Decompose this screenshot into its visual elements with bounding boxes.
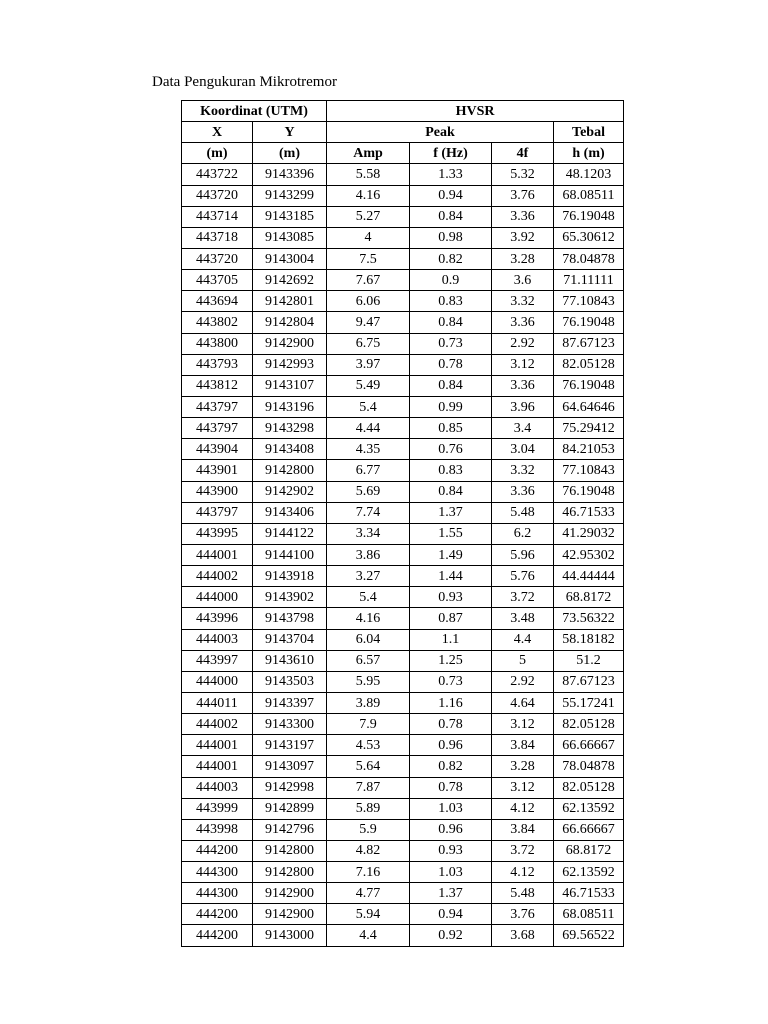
cell-amp: 5.27 <box>327 206 410 227</box>
cell-x: 444003 <box>182 629 253 650</box>
cell-4f: 3.28 <box>492 756 554 777</box>
cell-h: 68.8172 <box>554 587 624 608</box>
header-row-1 <box>182 101 624 122</box>
cell-x: 444000 <box>182 671 253 692</box>
cell-4f: 3.12 <box>492 777 554 798</box>
cell-amp: 4.44 <box>327 418 410 439</box>
header-y: Y <box>253 122 327 143</box>
cell-f: 1.25 <box>410 650 492 671</box>
cell-y: 9143406 <box>253 502 327 523</box>
cell-y: 9143196 <box>253 396 327 417</box>
cell-h: 58.18182 <box>554 629 624 650</box>
cell-h: 68.8172 <box>554 840 624 861</box>
header-hvsr: HVSR <box>327 101 624 122</box>
cell-h: 76.19048 <box>554 481 624 502</box>
cell-4f: 5.48 <box>492 883 554 904</box>
cell-x: 443900 <box>182 481 253 502</box>
cell-amp: 7.16 <box>327 862 410 883</box>
cell-y: 9142998 <box>253 777 327 798</box>
cell-y: 9143300 <box>253 714 327 735</box>
cell-h: 77.10843 <box>554 291 624 312</box>
table-row <box>182 883 624 904</box>
cell-y: 9144100 <box>253 544 327 565</box>
cell-f: 1.03 <box>410 862 492 883</box>
cell-h: 82.05128 <box>554 714 624 735</box>
cell-amp: 7.5 <box>327 248 410 269</box>
cell-f: 0.98 <box>410 227 492 248</box>
cell-x: 444001 <box>182 544 253 565</box>
cell-y: 9142800 <box>253 840 327 861</box>
header-row-3 <box>182 143 624 164</box>
cell-h: 68.08511 <box>554 904 624 925</box>
cell-h: 62.13592 <box>554 798 624 819</box>
cell-f: 0.84 <box>410 206 492 227</box>
cell-f: 0.78 <box>410 777 492 798</box>
cell-x: 443793 <box>182 354 253 375</box>
cell-y: 9143610 <box>253 650 327 671</box>
cell-amp: 3.97 <box>327 354 410 375</box>
cell-amp: 6.04 <box>327 629 410 650</box>
table-row <box>182 460 624 481</box>
cell-x: 444200 <box>182 904 253 925</box>
cell-h: 84.21053 <box>554 439 624 460</box>
cell-y: 9143408 <box>253 439 327 460</box>
cell-h: 82.05128 <box>554 777 624 798</box>
cell-y: 9143004 <box>253 248 327 269</box>
cell-h: 73.56322 <box>554 608 624 629</box>
cell-4f: 3.28 <box>492 248 554 269</box>
cell-x: 444003 <box>182 777 253 798</box>
cell-amp: 5.49 <box>327 375 410 396</box>
cell-y: 9142900 <box>253 883 327 904</box>
cell-y: 9142902 <box>253 481 327 502</box>
table-row <box>182 650 624 671</box>
cell-y: 9143798 <box>253 608 327 629</box>
cell-amp: 7.67 <box>327 270 410 291</box>
cell-amp: 3.34 <box>327 523 410 544</box>
cell-y: 9142796 <box>253 819 327 840</box>
cell-amp: 6.57 <box>327 650 410 671</box>
cell-y: 9143097 <box>253 756 327 777</box>
header-row-2 <box>182 122 624 143</box>
cell-f: 0.94 <box>410 185 492 206</box>
table-row <box>182 904 624 925</box>
cell-h: 41.29032 <box>554 523 624 544</box>
header-y-unit: (m) <box>253 143 327 164</box>
table-row <box>182 523 624 544</box>
cell-4f: 5.32 <box>492 164 554 185</box>
table-row <box>182 291 624 312</box>
cell-h: 76.19048 <box>554 312 624 333</box>
cell-y: 9143185 <box>253 206 327 227</box>
cell-amp: 4.16 <box>327 185 410 206</box>
cell-y: 9143000 <box>253 925 327 946</box>
cell-x: 443720 <box>182 185 253 206</box>
cell-y: 9143299 <box>253 185 327 206</box>
cell-amp: 4 <box>327 227 410 248</box>
cell-4f: 3.84 <box>492 735 554 756</box>
cell-y: 9143197 <box>253 735 327 756</box>
header-amp: Amp <box>327 143 410 164</box>
cell-y: 9143107 <box>253 375 327 396</box>
table-row <box>182 354 624 375</box>
table-row <box>182 840 624 861</box>
cell-amp: 5.95 <box>327 671 410 692</box>
cell-x: 444001 <box>182 735 253 756</box>
header-peak: Peak <box>327 122 554 143</box>
cell-amp: 4.35 <box>327 439 410 460</box>
table-row <box>182 544 624 565</box>
cell-4f: 3.36 <box>492 312 554 333</box>
cell-amp: 5.69 <box>327 481 410 502</box>
cell-amp: 4.77 <box>327 883 410 904</box>
cell-y: 9144122 <box>253 523 327 544</box>
cell-y: 9143503 <box>253 671 327 692</box>
cell-f: 0.99 <box>410 396 492 417</box>
cell-f: 1.03 <box>410 798 492 819</box>
cell-f: 0.93 <box>410 840 492 861</box>
table-row <box>182 692 624 713</box>
cell-x: 443996 <box>182 608 253 629</box>
cell-amp: 6.75 <box>327 333 410 354</box>
table-row <box>182 819 624 840</box>
table-header <box>182 101 624 164</box>
cell-amp: 5.64 <box>327 756 410 777</box>
cell-4f: 3.76 <box>492 185 554 206</box>
cell-amp: 5.94 <box>327 904 410 925</box>
cell-4f: 3.96 <box>492 396 554 417</box>
cell-h: 42.95302 <box>554 544 624 565</box>
cell-f: 0.84 <box>410 312 492 333</box>
cell-amp: 3.86 <box>327 544 410 565</box>
cell-f: 0.84 <box>410 481 492 502</box>
cell-4f: 3.36 <box>492 206 554 227</box>
cell-amp: 7.9 <box>327 714 410 735</box>
cell-f: 0.96 <box>410 819 492 840</box>
cell-y: 9142801 <box>253 291 327 312</box>
cell-h: 51.2 <box>554 650 624 671</box>
cell-f: 0.83 <box>410 291 492 312</box>
cell-h: 87.67123 <box>554 671 624 692</box>
cell-f: 0.78 <box>410 354 492 375</box>
cell-x: 444002 <box>182 566 253 587</box>
cell-amp: 6.77 <box>327 460 410 481</box>
table-row <box>182 671 624 692</box>
table-row <box>182 312 624 333</box>
cell-x: 443800 <box>182 333 253 354</box>
cell-4f: 3.4 <box>492 418 554 439</box>
cell-4f: 3.04 <box>492 439 554 460</box>
cell-4f: 3.32 <box>492 460 554 481</box>
cell-4f: 3.92 <box>492 227 554 248</box>
cell-h: 75.29412 <box>554 418 624 439</box>
cell-4f: 3.72 <box>492 587 554 608</box>
table-row <box>182 439 624 460</box>
table-row <box>182 608 624 629</box>
cell-f: 1.49 <box>410 544 492 565</box>
cell-amp: 4.53 <box>327 735 410 756</box>
cell-f: 0.78 <box>410 714 492 735</box>
cell-x: 443995 <box>182 523 253 544</box>
cell-y: 9142993 <box>253 354 327 375</box>
table-row <box>182 587 624 608</box>
cell-x: 444000 <box>182 587 253 608</box>
cell-x: 443720 <box>182 248 253 269</box>
cell-f: 1.33 <box>410 164 492 185</box>
table-row <box>182 375 624 396</box>
table-body <box>182 164 624 946</box>
table-row <box>182 481 624 502</box>
cell-h: 46.71533 <box>554 883 624 904</box>
cell-y: 9142692 <box>253 270 327 291</box>
cell-y: 9142800 <box>253 460 327 481</box>
cell-y: 9142899 <box>253 798 327 819</box>
cell-h: 69.56522 <box>554 925 624 946</box>
cell-4f: 4.64 <box>492 692 554 713</box>
cell-4f: 3.36 <box>492 481 554 502</box>
cell-4f: 5.96 <box>492 544 554 565</box>
table-row <box>182 756 624 777</box>
cell-amp: 7.87 <box>327 777 410 798</box>
cell-y: 9143902 <box>253 587 327 608</box>
cell-x: 443802 <box>182 312 253 333</box>
cell-h: 76.19048 <box>554 206 624 227</box>
cell-4f: 3.76 <box>492 904 554 925</box>
cell-x: 444001 <box>182 756 253 777</box>
cell-y: 9142800 <box>253 862 327 883</box>
cell-y: 9142804 <box>253 312 327 333</box>
cell-x: 444200 <box>182 925 253 946</box>
cell-f: 0.73 <box>410 671 492 692</box>
cell-h: 87.67123 <box>554 333 624 354</box>
cell-4f: 3.32 <box>492 291 554 312</box>
cell-f: 0.94 <box>410 904 492 925</box>
cell-4f: 5.76 <box>492 566 554 587</box>
cell-4f: 4.4 <box>492 629 554 650</box>
header-tebal: Tebal <box>554 122 624 143</box>
cell-amp: 7.74 <box>327 502 410 523</box>
cell-x: 443812 <box>182 375 253 396</box>
cell-h: 71.11111 <box>554 270 624 291</box>
header-koordinat: Koordinat (UTM) <box>182 101 327 122</box>
cell-x: 443797 <box>182 396 253 417</box>
cell-y: 9143397 <box>253 692 327 713</box>
cell-x: 444002 <box>182 714 253 735</box>
cell-x: 443705 <box>182 270 253 291</box>
table-row <box>182 248 624 269</box>
cell-x: 443694 <box>182 291 253 312</box>
cell-x: 443718 <box>182 227 253 248</box>
cell-amp: 5.58 <box>327 164 410 185</box>
table-row <box>182 502 624 523</box>
table-row <box>182 396 624 417</box>
cell-y: 9143704 <box>253 629 327 650</box>
cell-x: 444200 <box>182 840 253 861</box>
cell-h: 78.04878 <box>554 756 624 777</box>
table-row <box>182 925 624 946</box>
cell-h: 76.19048 <box>554 375 624 396</box>
table-row <box>182 735 624 756</box>
cell-h: 82.05128 <box>554 354 624 375</box>
cell-h: 65.30612 <box>554 227 624 248</box>
table-row <box>182 798 624 819</box>
cell-h: 48.1203 <box>554 164 624 185</box>
cell-amp: 5.89 <box>327 798 410 819</box>
cell-amp: 6.06 <box>327 291 410 312</box>
cell-y: 9143085 <box>253 227 327 248</box>
header-f: f (Hz) <box>410 143 492 164</box>
cell-f: 1.55 <box>410 523 492 544</box>
cell-f: 0.84 <box>410 375 492 396</box>
cell-4f: 6.2 <box>492 523 554 544</box>
cell-amp: 5.4 <box>327 587 410 608</box>
cell-x: 443998 <box>182 819 253 840</box>
cell-x: 443797 <box>182 502 253 523</box>
document-title: Data Pengukuran Mikrotremor <box>152 74 337 90</box>
cell-f: 0.9 <box>410 270 492 291</box>
cell-4f: 3.12 <box>492 714 554 735</box>
cell-y: 9143396 <box>253 164 327 185</box>
cell-x: 443797 <box>182 418 253 439</box>
cell-4f: 4.12 <box>492 798 554 819</box>
cell-x: 443904 <box>182 439 253 460</box>
cell-h: 55.17241 <box>554 692 624 713</box>
table-row <box>182 270 624 291</box>
cell-y: 9143298 <box>253 418 327 439</box>
cell-4f: 5.48 <box>492 502 554 523</box>
cell-f: 1.16 <box>410 692 492 713</box>
cell-4f: 3.48 <box>492 608 554 629</box>
cell-h: 64.64646 <box>554 396 624 417</box>
cell-4f: 3.72 <box>492 840 554 861</box>
cell-4f: 2.92 <box>492 333 554 354</box>
cell-f: 0.82 <box>410 248 492 269</box>
table-row <box>182 206 624 227</box>
cell-h: 62.13592 <box>554 862 624 883</box>
cell-f: 1.37 <box>410 883 492 904</box>
cell-4f: 3.36 <box>492 375 554 396</box>
header-x-unit: (m) <box>182 143 253 164</box>
cell-4f: 2.92 <box>492 671 554 692</box>
cell-f: 0.92 <box>410 925 492 946</box>
table-row <box>182 164 624 185</box>
cell-x: 444300 <box>182 883 253 904</box>
table-row <box>182 777 624 798</box>
cell-4f: 5 <box>492 650 554 671</box>
cell-f: 0.82 <box>410 756 492 777</box>
table-row <box>182 566 624 587</box>
cell-f: 0.96 <box>410 735 492 756</box>
cell-4f: 3.68 <box>492 925 554 946</box>
header-h: h (m) <box>554 143 624 164</box>
header-x: X <box>182 122 253 143</box>
cell-amp: 4.16 <box>327 608 410 629</box>
cell-4f: 3.6 <box>492 270 554 291</box>
cell-amp: 4.82 <box>327 840 410 861</box>
cell-x: 443999 <box>182 798 253 819</box>
cell-amp: 5.9 <box>327 819 410 840</box>
cell-h: 66.66667 <box>554 735 624 756</box>
cell-f: 0.73 <box>410 333 492 354</box>
cell-y: 9143918 <box>253 566 327 587</box>
cell-y: 9142900 <box>253 904 327 925</box>
table-row <box>182 333 624 354</box>
cell-f: 1.44 <box>410 566 492 587</box>
cell-x: 443997 <box>182 650 253 671</box>
cell-f: 0.87 <box>410 608 492 629</box>
measurement-table <box>181 100 624 947</box>
cell-f: 0.83 <box>410 460 492 481</box>
table-row <box>182 629 624 650</box>
cell-y: 9142900 <box>253 333 327 354</box>
cell-amp: 4.4 <box>327 925 410 946</box>
cell-f: 0.85 <box>410 418 492 439</box>
cell-x: 443714 <box>182 206 253 227</box>
table-row <box>182 227 624 248</box>
cell-h: 44.44444 <box>554 566 624 587</box>
table-row <box>182 418 624 439</box>
cell-amp: 5.4 <box>327 396 410 417</box>
cell-4f: 3.12 <box>492 354 554 375</box>
table-row <box>182 714 624 735</box>
cell-x: 443722 <box>182 164 253 185</box>
cell-h: 78.04878 <box>554 248 624 269</box>
cell-f: 1.1 <box>410 629 492 650</box>
cell-h: 77.10843 <box>554 460 624 481</box>
cell-f: 1.37 <box>410 502 492 523</box>
table-row <box>182 185 624 206</box>
header-4f: 4f <box>492 143 554 164</box>
cell-x: 444011 <box>182 692 253 713</box>
cell-amp: 3.27 <box>327 566 410 587</box>
table-row <box>182 862 624 883</box>
cell-f: 0.93 <box>410 587 492 608</box>
cell-h: 66.66667 <box>554 819 624 840</box>
cell-amp: 3.89 <box>327 692 410 713</box>
cell-amp: 9.47 <box>327 312 410 333</box>
cell-4f: 3.84 <box>492 819 554 840</box>
cell-h: 46.71533 <box>554 502 624 523</box>
cell-4f: 4.12 <box>492 862 554 883</box>
cell-f: 0.76 <box>410 439 492 460</box>
cell-h: 68.08511 <box>554 185 624 206</box>
cell-x: 444300 <box>182 862 253 883</box>
cell-x: 443901 <box>182 460 253 481</box>
